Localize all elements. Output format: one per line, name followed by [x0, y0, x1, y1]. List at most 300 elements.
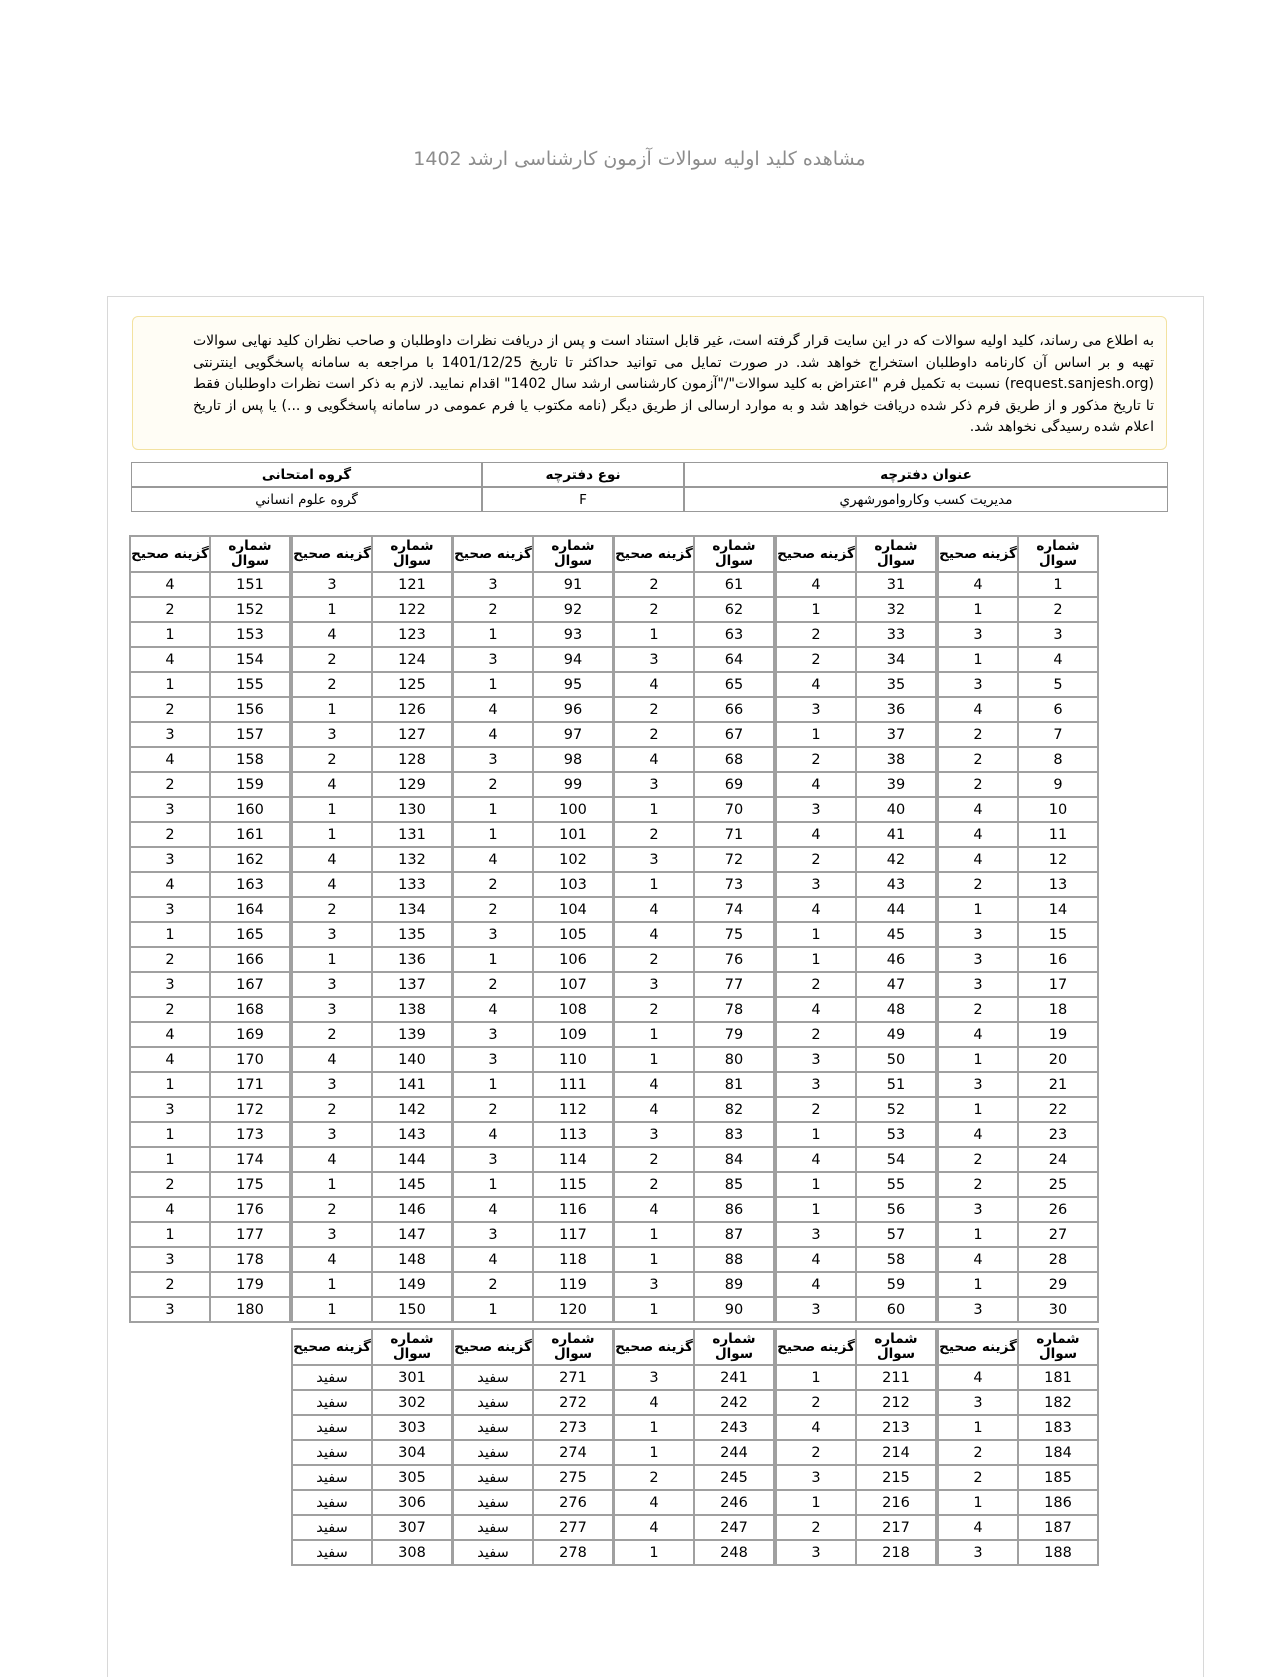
question-number: 21 — [1018, 1072, 1098, 1097]
answer-row — [614, 947, 774, 972]
question-number: 184 — [1018, 1440, 1098, 1465]
question-number: 106 — [533, 947, 613, 972]
answer-row — [614, 1222, 774, 1247]
answer-row — [938, 1490, 1098, 1515]
question-number: 160 — [210, 797, 290, 822]
answer-row — [776, 1222, 936, 1247]
correct-option: 2 — [614, 997, 694, 1022]
answer-row — [614, 1172, 774, 1197]
answer-row — [776, 597, 936, 622]
question-number: 147 — [372, 1222, 452, 1247]
correct-option: 1 — [776, 947, 856, 972]
answer-row — [938, 1540, 1098, 1565]
answer-row — [292, 1222, 452, 1247]
correct-option: 4 — [776, 822, 856, 847]
answer-row — [938, 922, 1098, 947]
answer-row — [292, 722, 452, 747]
answer-row — [292, 772, 452, 797]
correct-option: 4 — [614, 672, 694, 697]
question-number: 89 — [694, 1272, 774, 1297]
answer-row — [614, 1365, 774, 1390]
answer-row — [292, 647, 452, 672]
question-number: 99 — [533, 772, 613, 797]
question-number: 39 — [856, 772, 936, 797]
correct-option: 2 — [453, 597, 533, 622]
answer-row — [614, 972, 774, 997]
correct-option: 3 — [776, 697, 856, 722]
correct-option: 3 — [776, 1297, 856, 1322]
question-number: 16 — [1018, 947, 1098, 972]
correct-option: 1 — [938, 1272, 1018, 1297]
correct-option: 4 — [453, 1197, 533, 1222]
answer-row — [614, 1022, 774, 1047]
correct-option: 3 — [938, 672, 1018, 697]
correct-option: 2 — [292, 897, 372, 922]
answer-row — [292, 1122, 452, 1147]
correct-option: 2 — [130, 597, 210, 622]
question-number: 171 — [210, 1072, 290, 1097]
question-number: 187 — [1018, 1515, 1098, 1540]
question-number: 188 — [1018, 1540, 1098, 1565]
question-number: 3 — [1018, 622, 1098, 647]
answer-row — [130, 672, 290, 697]
correct-option: 2 — [614, 572, 694, 597]
question-number: 167 — [210, 972, 290, 997]
answer-row — [938, 1147, 1098, 1172]
answer-row — [614, 922, 774, 947]
question-number: 172 — [210, 1097, 290, 1122]
question-number: 152 — [210, 597, 290, 622]
question-number: 27 — [1018, 1222, 1098, 1247]
correct-option: 2 — [453, 772, 533, 797]
answer-row — [614, 747, 774, 772]
correct-option: 1 — [614, 1297, 694, 1322]
answer-row — [453, 597, 613, 622]
question-number: 62 — [694, 597, 774, 622]
answer-row — [292, 597, 452, 622]
correct-option: 3 — [130, 897, 210, 922]
correct-option: 3 — [776, 1072, 856, 1097]
correct-option: 2 — [614, 1172, 694, 1197]
correct-option: 4 — [938, 1122, 1018, 1147]
correct-option: 1 — [614, 1022, 694, 1047]
question-number: 73 — [694, 872, 774, 897]
correct-option: 3 — [776, 797, 856, 822]
answer-row — [614, 797, 774, 822]
answer-row — [292, 572, 452, 597]
question-number: 88 — [694, 1247, 774, 1272]
correct-option: 4 — [938, 697, 1018, 722]
correct-option: 2 — [938, 772, 1018, 797]
question-number: 164 — [210, 897, 290, 922]
correct-option: 3 — [776, 872, 856, 897]
question-number: 37 — [856, 722, 936, 747]
question-number: 301 — [372, 1365, 452, 1390]
answer-row — [776, 1172, 936, 1197]
question-number: 126 — [372, 697, 452, 722]
question-number: 75 — [694, 922, 774, 947]
correct-option: 3 — [938, 1297, 1018, 1322]
answer-row — [130, 1272, 290, 1297]
correct-option: 2 — [130, 997, 210, 1022]
correct-option: 4 — [130, 1022, 210, 1047]
answer-row — [776, 822, 936, 847]
correct-option: 3 — [938, 622, 1018, 647]
question-number: 248 — [694, 1540, 774, 1565]
answer-row — [130, 697, 290, 722]
question-number: 48 — [856, 997, 936, 1022]
correct-option: 4 — [614, 1515, 694, 1540]
correct-option: 2 — [938, 722, 1018, 747]
answer-row — [453, 1047, 613, 1072]
question-number: 241 — [694, 1365, 774, 1390]
answer-row — [453, 1440, 613, 1465]
question-number: 132 — [372, 847, 452, 872]
correct-option: 2 — [776, 1097, 856, 1122]
question-number: 302 — [372, 1390, 452, 1415]
answer-row — [938, 1097, 1098, 1122]
question-number: 30 — [1018, 1297, 1098, 1322]
correct-option: 4 — [776, 572, 856, 597]
correct-option: 3 — [130, 1247, 210, 1272]
question-number: 22 — [1018, 1097, 1098, 1122]
correct-option: 1 — [453, 622, 533, 647]
question-number: 53 — [856, 1122, 936, 1147]
correct-option: 1 — [130, 922, 210, 947]
answer-row — [938, 1272, 1098, 1297]
question-number: 63 — [694, 622, 774, 647]
question-number: 70 — [694, 797, 774, 822]
answer-row — [453, 1365, 613, 1390]
correct-option: 2 — [776, 1440, 856, 1465]
answer-block — [452, 1328, 614, 1566]
question-number: 304 — [372, 1440, 452, 1465]
answer-row — [130, 1097, 290, 1122]
question-number: 85 — [694, 1172, 774, 1197]
correct-option: 3 — [614, 847, 694, 872]
question-number: 115 — [533, 1172, 613, 1197]
correct-option: 4 — [938, 1022, 1018, 1047]
question-number: 100 — [533, 797, 613, 822]
correct-option: 3 — [453, 1147, 533, 1172]
answer-row — [938, 997, 1098, 1022]
correct-option: 2 — [130, 697, 210, 722]
question-number: 123 — [372, 622, 452, 647]
correct-option: 1 — [614, 1415, 694, 1440]
answer-row — [776, 1147, 936, 1172]
answer-row — [453, 1272, 613, 1297]
booklet-type-header: نوع دفترچه — [482, 462, 684, 487]
correct-option-header: گزینه صحیح — [292, 1329, 372, 1365]
correct-option: 4 — [130, 647, 210, 672]
question-number: 154 — [210, 647, 290, 672]
correct-option: 3 — [614, 647, 694, 672]
answer-row — [453, 1515, 613, 1540]
answer-row — [614, 847, 774, 872]
correct-option: 4 — [614, 747, 694, 772]
answer-row — [614, 1297, 774, 1322]
question-number: 127 — [372, 722, 452, 747]
question-number-header: شماره سوال — [372, 1329, 452, 1365]
correct-option: 1 — [938, 1097, 1018, 1122]
answer-row — [453, 672, 613, 697]
correct-option: 1 — [130, 1222, 210, 1247]
question-number: 18 — [1018, 997, 1098, 1022]
correct-option: 2 — [614, 1465, 694, 1490]
answer-row — [292, 1297, 452, 1322]
question-number: 129 — [372, 772, 452, 797]
correct-option: سفید — [453, 1465, 533, 1490]
answer-row — [614, 1490, 774, 1515]
question-number: 32 — [856, 597, 936, 622]
correct-option: 2 — [938, 1440, 1018, 1465]
answer-row — [453, 1222, 613, 1247]
answer-row — [453, 1490, 613, 1515]
answer-row — [292, 1465, 452, 1490]
question-number-header: شماره سوال — [856, 1329, 936, 1365]
correct-option: 4 — [776, 672, 856, 697]
answer-row — [130, 997, 290, 1022]
correct-option: 1 — [776, 1172, 856, 1197]
correct-option: 3 — [130, 1097, 210, 1122]
correct-option: 4 — [614, 897, 694, 922]
question-number: 13 — [1018, 872, 1098, 897]
correct-option: 3 — [292, 722, 372, 747]
correct-option: 2 — [453, 972, 533, 997]
correct-option: 2 — [453, 897, 533, 922]
correct-option: 1 — [292, 822, 372, 847]
answer-row — [938, 1515, 1098, 1540]
question-number: 12 — [1018, 847, 1098, 872]
answer-row — [292, 872, 452, 897]
answer-row — [614, 1390, 774, 1415]
answer-row — [776, 1440, 936, 1465]
correct-option: 4 — [453, 1122, 533, 1147]
answer-row — [453, 1465, 613, 1490]
answer-row — [130, 797, 290, 822]
correct-option: 3 — [453, 572, 533, 597]
answer-row — [292, 672, 452, 697]
answer-row — [292, 1390, 452, 1415]
correct-option: 3 — [453, 647, 533, 672]
answer-row — [938, 1197, 1098, 1222]
correct-option: 3 — [130, 1297, 210, 1322]
answer-block — [613, 1328, 775, 1566]
question-number: 114 — [533, 1147, 613, 1172]
answer-row — [130, 1147, 290, 1172]
answer-row — [453, 947, 613, 972]
question-number: 40 — [856, 797, 936, 822]
answer-block — [291, 1328, 453, 1566]
answer-row — [453, 697, 613, 722]
answer-row — [453, 797, 613, 822]
correct-option: 4 — [292, 872, 372, 897]
question-number: 14 — [1018, 897, 1098, 922]
answer-row — [776, 847, 936, 872]
question-number: 96 — [533, 697, 613, 722]
correct-option: 3 — [292, 1072, 372, 1097]
answer-row — [776, 922, 936, 947]
answer-row — [292, 847, 452, 872]
correct-option: 3 — [130, 722, 210, 747]
answer-row — [938, 772, 1098, 797]
answer-row — [130, 572, 290, 597]
correct-option: 2 — [130, 1172, 210, 1197]
question-number: 176 — [210, 1197, 290, 1222]
correct-option: 4 — [614, 922, 694, 947]
question-number: 57 — [856, 1222, 936, 1247]
question-number: 61 — [694, 572, 774, 597]
question-number: 278 — [533, 1540, 613, 1565]
answer-row — [938, 722, 1098, 747]
question-number: 66 — [694, 697, 774, 722]
question-number: 19 — [1018, 1022, 1098, 1047]
question-number: 52 — [856, 1097, 936, 1122]
question-number: 306 — [372, 1490, 452, 1515]
answer-row — [614, 897, 774, 922]
correct-option: 1 — [453, 797, 533, 822]
answer-row — [453, 622, 613, 647]
answer-row — [453, 997, 613, 1022]
question-number: 180 — [210, 1297, 290, 1322]
answer-row — [130, 772, 290, 797]
correct-option: 4 — [130, 1197, 210, 1222]
question-number: 49 — [856, 1022, 936, 1047]
answer-row — [292, 1540, 452, 1565]
correct-option: 4 — [130, 747, 210, 772]
answer-row — [614, 872, 774, 897]
question-number: 214 — [856, 1440, 936, 1465]
question-number: 175 — [210, 1172, 290, 1197]
question-number: 178 — [210, 1247, 290, 1272]
correct-option: 1 — [453, 1072, 533, 1097]
answer-row — [614, 722, 774, 747]
question-number: 51 — [856, 1072, 936, 1097]
answer-row — [776, 972, 936, 997]
correct-option: 3 — [292, 922, 372, 947]
answer-row — [938, 697, 1098, 722]
correct-option: سفید — [292, 1515, 372, 1540]
correct-option: 3 — [292, 972, 372, 997]
answer-row — [614, 697, 774, 722]
correct-option: 1 — [938, 1415, 1018, 1440]
answer-block — [937, 1328, 1099, 1566]
answer-row — [453, 572, 613, 597]
correct-option: سفید — [292, 1465, 372, 1490]
question-number: 277 — [533, 1515, 613, 1540]
answer-row — [130, 872, 290, 897]
correct-option: 4 — [292, 1047, 372, 1072]
answer-row — [614, 597, 774, 622]
correct-option: 1 — [453, 1297, 533, 1322]
answer-row — [453, 772, 613, 797]
answer-row — [776, 947, 936, 972]
answer-row — [776, 897, 936, 922]
answer-row — [130, 822, 290, 847]
answer-row — [292, 1415, 452, 1440]
question-number: 182 — [1018, 1390, 1098, 1415]
answer-row — [614, 1247, 774, 1272]
question-number: 107 — [533, 972, 613, 997]
correct-option: 1 — [453, 822, 533, 847]
question-number: 84 — [694, 1147, 774, 1172]
question-number: 101 — [533, 822, 613, 847]
answer-row — [453, 872, 613, 897]
correct-option: 1 — [614, 1540, 694, 1565]
correct-option: 1 — [776, 597, 856, 622]
question-number: 92 — [533, 597, 613, 622]
question-number: 4 — [1018, 647, 1098, 672]
question-number: 179 — [210, 1272, 290, 1297]
answer-row — [938, 1047, 1098, 1072]
answer-row — [292, 947, 452, 972]
question-number: 95 — [533, 672, 613, 697]
answer-row — [453, 1297, 613, 1322]
question-number: 143 — [372, 1122, 452, 1147]
answer-row — [614, 1465, 774, 1490]
question-number: 122 — [372, 597, 452, 622]
question-number: 45 — [856, 922, 936, 947]
answer-row — [938, 597, 1098, 622]
correct-option: 4 — [130, 872, 210, 897]
question-number: 94 — [533, 647, 613, 672]
answer-row — [776, 647, 936, 672]
question-number-header: شماره سوال — [1018, 1329, 1098, 1365]
answer-row — [130, 597, 290, 622]
question-number: 35 — [856, 672, 936, 697]
answer-row — [614, 1515, 774, 1540]
answer-row — [776, 1490, 936, 1515]
answer-row — [938, 822, 1098, 847]
correct-option: 2 — [776, 972, 856, 997]
question-number: 168 — [210, 997, 290, 1022]
question-number: 136 — [372, 947, 452, 972]
correct-option: 3 — [130, 797, 210, 822]
correct-option: 2 — [292, 672, 372, 697]
answer-row — [614, 572, 774, 597]
correct-option: 1 — [292, 1272, 372, 1297]
answer-row — [938, 647, 1098, 672]
correct-option: 3 — [614, 972, 694, 997]
question-number: 5 — [1018, 672, 1098, 697]
correct-option-header: گزینه صحیح — [938, 536, 1018, 572]
question-number: 218 — [856, 1540, 936, 1565]
question-number: 86 — [694, 1197, 774, 1222]
correct-option: 1 — [453, 1172, 533, 1197]
correct-option: 2 — [614, 597, 694, 622]
correct-option: 4 — [776, 1272, 856, 1297]
answer-block — [775, 535, 937, 1323]
question-number: 72 — [694, 847, 774, 872]
question-number: 139 — [372, 1022, 452, 1047]
answer-row — [776, 1272, 936, 1297]
correct-option: 2 — [938, 997, 1018, 1022]
question-number: 93 — [533, 622, 613, 647]
answer-row — [130, 1172, 290, 1197]
answer-row — [776, 1515, 936, 1540]
correct-option: 2 — [130, 772, 210, 797]
correct-option-header: گزینه صحیح — [292, 536, 372, 572]
exam-group-header: گروه امتحانی — [131, 462, 482, 487]
correct-option: 2 — [292, 1022, 372, 1047]
question-number: 177 — [210, 1222, 290, 1247]
question-number: 244 — [694, 1440, 774, 1465]
answer-row — [776, 1122, 936, 1147]
answer-row — [938, 847, 1098, 872]
correct-option: 4 — [776, 897, 856, 922]
correct-option: 1 — [776, 722, 856, 747]
correct-option: 2 — [292, 747, 372, 772]
